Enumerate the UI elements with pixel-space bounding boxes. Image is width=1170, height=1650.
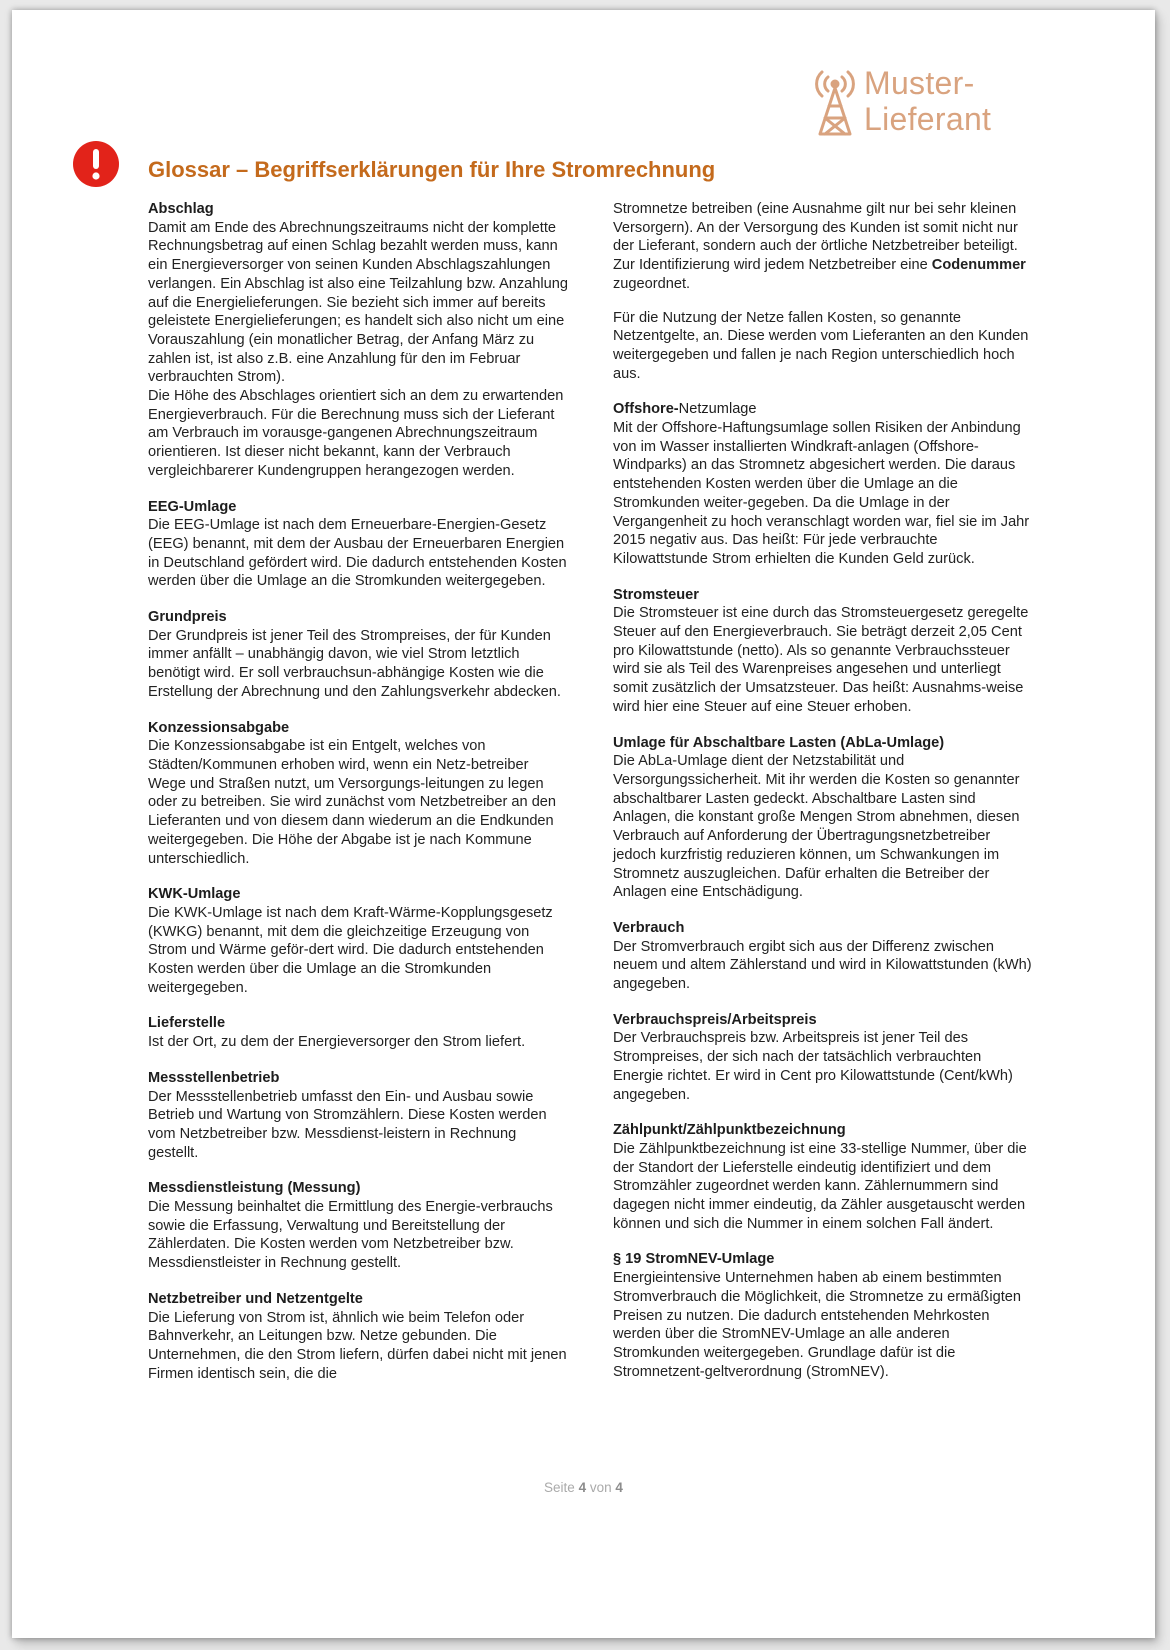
glossary-entry <box>613 734 1033 902</box>
glossary-entry <box>148 1290 568 1384</box>
left-column <box>148 200 568 1400</box>
glossary-term: KWK-Umlage <box>148 886 241 903</box>
logo-text-line2: Lieferant <box>864 101 992 137</box>
glossary-definition: Die Höhe des Abschlages orientiert sich an dem zu erwartenden Energieverbrauch. Für die Berechnung muss sich der Lieferant am Verbrauch im vorausge-gangenen Abrechnungszeitraum orientieren. Ist dieser nicht bekannt, kann der Verbrauch vergleichbarerer Kundengruppen herangezogen werden. <box>148 388 564 479</box>
glossary-entry <box>613 1121 1033 1233</box>
glossary-definition: Die Lieferung von Strom ist, ähnlich wie beim Telefon oder Bahnverkehr, an Leitungen bzw. Netze gebunden. Die Unternehmen, die den Strom liefern, dürfen dabei nicht mit jenen Firmen identisch sein, die die <box>148 1309 567 1382</box>
glossary-entry <box>148 1179 568 1273</box>
glossary-term: Verbrauchspreis/Arbeitspreis <box>613 1011 817 1028</box>
document-page <box>12 10 1155 1638</box>
alert-icon <box>72 140 120 188</box>
glossary-definition: Energieintensive Unternehmen haben ab einem bestimmten Stromverbrauch die Möglichkeit, die Stromnetze zu ermäßigten Preisen zu nutzen. Die dadurch entstehenden Mehrkosten werden über die StromNEV-Umlage an alle anderen Stromkunden weitergegeben. Grundlage dafür ist die Stromnetzent-geltverordnung (StromNEV). <box>613 1270 1021 1380</box>
glossary-entry <box>613 400 1033 568</box>
glossary-entry <box>148 885 568 997</box>
logo-text-line1: Muster- <box>864 65 975 101</box>
glossary-entry <box>148 719 568 869</box>
continuation-text: zugeordnet. <box>613 275 691 292</box>
glossary-definition: Mit der Offshore-Haftungsumlage sollen Risiken der Anbindung von im Wasser installierten Windkraft-anlagen (Offshore-Windparks) an das Stromnetz abgesichert werden. Die daraus entstehenden Kosten werden über die Umlage an die Stromkunden weiter-gegeben. Da die Umlage in der Vergangenheit zu hoch veranschlagt worden war, fiel sie im Jahr 2015 negativ aus. Das heißt: Für jede verbrauchte Kilowattstunde Strom erhielten die Kunden Geld zurück. <box>613 420 1030 567</box>
offshore-term-bold: Offshore- <box>613 401 679 418</box>
glossary-term: Netzbetreiber und Netzentgelte <box>148 1290 363 1307</box>
glossary-definition: Der Stromverbrauch ergibt sich aus der Differenz zwischen neuem und altem Zählerstand und wird in Kilowattstunden (kWh) angegeben. <box>613 938 1032 993</box>
glossary-definition: Die Zählpunktbezeichnung ist eine 33-stellige Nummer, über die der Standort der Lieferstelle eindeutig identifiziert und dem Stromzähler zugeordnet werden kann. Zählernummern sind dagegen nicht immer eindeutig, da Zähler ausgetauscht werden können und sich die Nummer in einem solchen Fall ändert. <box>613 1140 1027 1232</box>
glossary-term: Messdienstleistung (Messung) <box>148 1180 361 1197</box>
glossary-entry <box>613 1250 1033 1381</box>
glossary-entry <box>148 1014 568 1051</box>
glossary-definition: Die EEG-Umlage ist nach dem Erneuerbare-Energien-Gesetz (EEG) benannt, mit dem der Ausbau der Erneuerbaren Energien in Deutschland gefördert wird. Die dadurch entstehenden Kosten werden über die Umlage an die Stromkunden weitergegeben. <box>148 517 567 590</box>
continuation-text: Stromnetze betreiben (eine Ausnahme gilt nur bei sehr kleinen Versorgern). An der Versorgung des Kunden ist somit nicht nur der Lieferant, sondern auch der örtliche Netzbetreiber beteiligt. Zur Identifizierung wird jedem Netzbetreiber eine <box>613 201 1018 274</box>
footer-total-pages: 4 <box>615 1480 623 1495</box>
glossary-entry <box>148 608 568 702</box>
glossary-definition: Der Verbrauchspreis bzw. Arbeitspreis ist jener Teil des Strompreises, der sich nach der tatsächlich verbrauchten Energie richtet. Er wird in Cent pro Kilowattstunde (Cent/kWh) angegeben. <box>613 1030 1013 1103</box>
glossary-term: Konzessionsabgabe <box>148 719 290 736</box>
glossary-entry <box>613 1011 1033 1105</box>
glossary-term: Stromsteuer <box>613 586 699 603</box>
glossary-term <box>613 400 1033 419</box>
glossary-entry <box>148 498 568 592</box>
glossary-definition: Die Stromsteuer ist eine durch das Stromsteuergesetz geregelte Steuer auf den Energieverbrauch. Sie beträgt derzeit 2,05 Cent pro Kilowattstunde (netto). Als so genannte Verbrauchssteuer wird sie als Teil des Warenpreises angesehen und unterliegt somit zusätzlich der Umsatzsteuer. Das heißt: Ausnahms-weise wird hier eine Steuer auf eine Steuer erhoben. <box>613 605 1029 715</box>
glossary-term: EEG-Umlage <box>148 498 237 515</box>
glossary-entry <box>148 200 568 481</box>
brand-logo <box>808 62 1008 144</box>
glossary-definition: Die AbLa-Umlage dient der Netzstabilität und Versorgungssicherheit. Mit ihr werden die Kosten so genannter abschaltbarer Lasten gedeckt. Abschaltbare Lasten sind Anlagen, die konstant große Mengen Strom abnehmen, diesen Verbrauch auf Anforderung der Übertragungsnetzbetreiber jedoch kurzfristig reduzieren können, um Schwankungen im Stromnetz auszugleichen. Dafür erhalten die Betreiber der Anlagen eine Entschädigung. <box>613 753 1020 901</box>
glossary-entry <box>613 586 1033 717</box>
glossary-definition: Die KWK-Umlage ist nach dem Kraft-Wärme-Kopplungsgesetz (KWKG) benannt, mit dem die gleichzeitige Erzeugung von Strom und Wärme geför-dert wird. Die dadurch entstehenden Kosten werden über die Umlage an die Stromkunden weitergegeben. <box>148 904 553 996</box>
glossary-term: Lieferstelle <box>148 1015 226 1032</box>
glossary-term: Messstellenbetrieb <box>148 1069 280 1086</box>
offshore-term-rest: Netzumlage <box>678 401 757 418</box>
footer-current-page: 4 <box>578 1480 587 1495</box>
glossary-definition: Der Grundpreis ist jener Teil des Strompreises, der für Kunden immer anfällt – unabhängig davon, wie viel Strom letztlich benötigt wird. Er soll verbrauchsun-abhängige Kosten wie die Erstellung der Abrechnung und den Zahlungsverkehr abdecken. <box>148 627 561 700</box>
glossary-definition: Der Messstellenbetrieb umfasst den Ein- und Ausbau sowie Betrieb und Wartung von Stromzählern. Diese Kosten werden vom Netzbetreiber bzw. Messdienst-leistern in Rechnung gestellt. <box>148 1088 547 1161</box>
netzentgelte-paragraph: Für die Nutzung der Netze fallen Kosten, so genannte Netzentgelte, an. Diese werden vom Lieferanten an den Kunden weitergegeben und fallen je nach Region unterschiedlich hoch aus. <box>613 309 1029 382</box>
glossary-term: Umlage für Abschaltbare Lasten (AbLa-Umlage) <box>613 734 945 751</box>
glossary-definition: Die Messung beinhaltet die Ermittlung des Energie-verbrauchs sowie die Erfassung, Verwaltung und Bereitstellung der Zählerdaten. Die Kosten werden vom Netzbetreiber bzw. Messdienstleister in Rechnung gestellt. <box>148 1199 553 1272</box>
glossary-definition: Ist der Ort, zu dem der Energieversorger den Strom liefert. <box>148 1034 526 1051</box>
glossary-definition: Damit am Ende des Abrechnungszeitraums nicht der komplette Rechnungsbetrag auf einen Schlag bezahlt werden muss, kann ein Energieversorger von seinen Kunden Abschlagszahlungen verlangen. Ein Abschlag ist also eine Teilzahlung bzw. Anzahlung auf die Energielieferungen. Sie bezieht sich immer auf bereits geleistete Energielieferungen; es handelt sich also nicht um eine Vorauszahlung (ein monatlicher Betrag, der Anfang März zu zahlen ist, ist also z.B. eine Anzahlung für den im Februar verbrauchten Strom). <box>148 219 568 386</box>
glossary-definition: Die Konzessionsabgabe ist ein Entgelt, welches von Städten/Kommunen erhoben wird, wenn ein Netz-betreiber Wege und Straßen nutzt, um Versorgungs-leitungen zu legen oder zu betreiben. Sie wird zunächst vom Netzbetreiber an den Lieferanten und von diesem dann wiederum an die Endkunden weitergegeben. Die Höhe der Abgabe ist je nach Kommune unterschiedlich. <box>148 738 557 867</box>
glossary-term: Abschlag <box>148 201 214 217</box>
glossary-term: Verbrauch <box>613 919 685 936</box>
page-title: Glossar – Begriffserklärungen für Ihre Stromrechnung <box>148 157 716 182</box>
page-footer <box>12 1480 1155 1495</box>
glossary-term: Zählpunkt/Zählpunktbezeichnung <box>613 1122 846 1139</box>
footer-von: von <box>589 1480 612 1495</box>
glossary-term: Grundpreis <box>148 609 227 626</box>
footer-seite: Seite <box>544 1480 575 1495</box>
glossary-term: § 19 StromNEV-Umlage <box>613 1251 775 1268</box>
glossary-entry <box>613 919 1033 994</box>
glossary-entry <box>148 1069 568 1163</box>
netzbetreiber-continuation <box>613 200 1033 294</box>
codenummer-term: Codenummer <box>931 257 1026 274</box>
antenna-icon <box>808 66 862 138</box>
right-column <box>613 200 1033 1398</box>
